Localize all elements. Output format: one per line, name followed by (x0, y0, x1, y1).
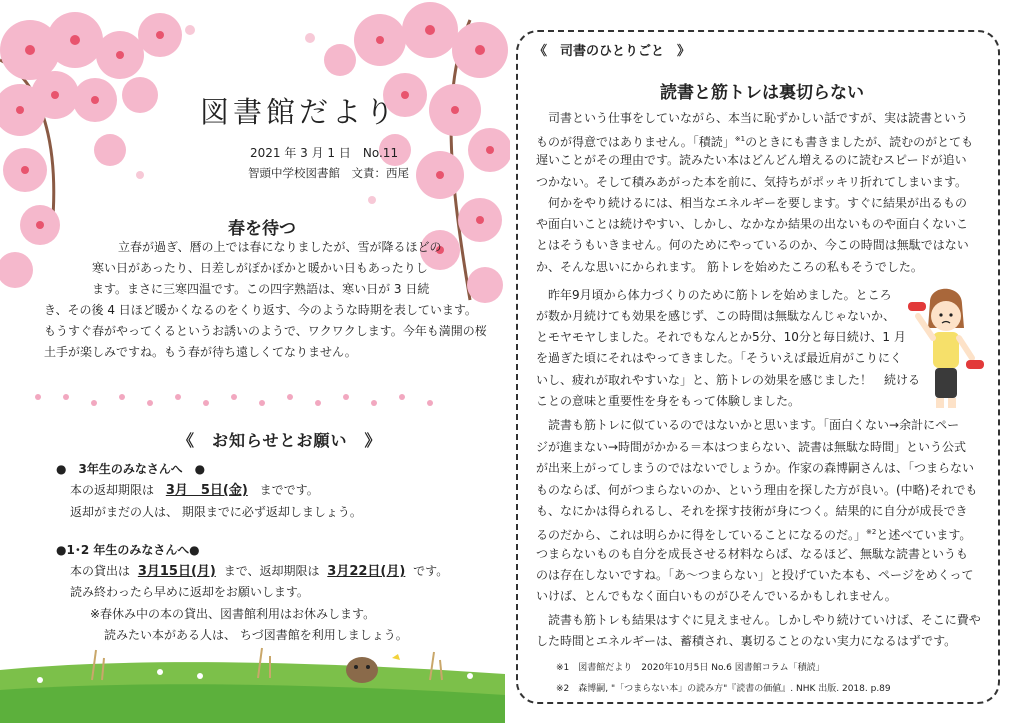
column-line-8: か、そんな思いにかられます。 筋トレを始めたころの私もそうでした。 (536, 260, 923, 274)
grass-illustration (0, 640, 505, 723)
grade3-line-1: 本の返却期限は 3月 5日(金) までです。 (70, 483, 319, 498)
column-line-14: ことの意味と重要性を身をもって体験しました。 (536, 394, 801, 408)
newsletter-title: 図書館だより (200, 95, 399, 129)
column-line-6: や面白いことは続けやすい、しかし、なかなか結果の出ないものや面白くないこ (536, 217, 969, 231)
footnote-2: ※2 森博嗣, "「つまらない本」の読み方"『読書の価値』. NHK 出版. 2018. p.89 (556, 684, 891, 694)
column-line-7: とはそうもいきません。何のためにやっているのか、今この時間は無駄ではない (536, 238, 969, 252)
notice-heading: 《 お知らせとお願い 》 (178, 431, 382, 450)
grade12-due-date: 3月22日(月) (327, 564, 406, 579)
column-line-1: 司書という仕事をしていながら、本当に恥ずかしい話ですが、実は読書という (536, 111, 969, 125)
grade12-line-1: 本の貸出は 3月15日(月) まで、返却期限は 3月22日(月) です。 (70, 564, 449, 579)
byline: 智頭中学校図書館 文責：西尾 (248, 166, 409, 180)
column-line-21: つまらないものも自分を成長させる材料ならば、なるほど、無駄な読書というも (536, 547, 969, 561)
column-line-22: のは存在しないですね。「あ～つまらない」と投げていた本も、ページをめくって (536, 568, 974, 582)
column-line-3: 遅いことがその理由です。読みたい本はどんどん増えるのに読むスピードが追い (536, 153, 967, 167)
column-line-4: つかない。そして積みあがった本を前に、気持ちがポッキリ折れてしまいます。 (536, 175, 968, 189)
grade12-lending-date: 3月15日(月) (137, 564, 216, 579)
grade12-heading: ●1･2 年生のみなさんへ● (56, 543, 200, 557)
column-line-9: 昨年9月頃から体力づくりのために筋トレを始めました。ところ (536, 288, 892, 302)
spring-line-2: 寒い日があったり、日差しがぽかぽかと暖かい日もあったりし (92, 261, 428, 275)
column-line-23: いけば、とんでもなく面白いものがひそんでいるかもしれません。 (536, 589, 897, 603)
footnote-1: ※1 図書館だより 2020年10月5日 No.6 図書館コラム「積読」 (556, 663, 825, 673)
dumbbell-woman-illustration (900, 282, 992, 412)
petal-divider (35, 394, 435, 408)
column-line-25: した時間とエネルギーは、蓄積され、裏切ることのない実力になるはずです。 (536, 634, 957, 648)
spring-heading: 春を待つ (228, 219, 296, 239)
column-line-10: が数か月続けても効果を感じず、この時間は無駄なんじゃないか、 (536, 309, 896, 323)
grade3-due-date: 3月 5日(金) (165, 483, 248, 498)
column-line-20: るのだから、これは明らかに得をしていることになるのだ。」$^{※2}$と述べています。 (536, 528, 972, 542)
grade3-line-2: 返却がまだの人は、 期限までに必ず返却しましょう。 (70, 505, 362, 519)
column-line-24: 読書も筋トレも結果はすぐに見えません。しかしやり続けていけば、そこに費や (536, 613, 981, 627)
column-line-19: も、なにかは得られるし、それを探す技術が身につく。結果的に自分が成長でき (536, 504, 968, 518)
column-line-15: 読書も筋トレに似ているのではないかと思います。「面白くない→余計にペー (536, 418, 960, 432)
grade12-line-3: ※春休み中の本の貸出、図書館利用はお休みします。 (90, 607, 376, 621)
column-line-5: 何かをやり続けるには、相当なエネルギーを要します。すぐに結果が出るもの (536, 196, 968, 210)
spring-line-5: もうすぐ春がやってくるというお誘いのようで、ワクワクします。今年も満開の桜 (44, 324, 487, 338)
spring-line-4: き、その後 4 日ほど暖かくなるのをくり返す、今のような時期を表しています。 (44, 303, 477, 317)
column-line-17: が出来上がってしまうのではないでしょうか。作家の森博嗣さんは、「つまらない (536, 461, 975, 475)
spring-line-3: ます。まさに三寒四温です。この四字熟語は、寒い日が 3 日続 (92, 282, 430, 296)
column-line-11: とモヤモヤしました。それでもなんとか5分、10分と毎日続け、1 月 (536, 330, 906, 344)
grade12-line-4: 読みたい本がある人は、 ちづ図書館を利用しましょう。 (104, 628, 408, 642)
footnote-ref-2: ※2 (866, 528, 877, 536)
column-line-12: を過ぎた頃にそれはやってきました。「そういえば最近肩がこりにく (536, 351, 903, 365)
spring-line-1: 立春が過ぎ、暦の上では春になりましたが、雪が降るほどの (118, 240, 442, 254)
column-line-13: いし、疲れが取れやすいな」と、筋トレの効果を感じました！ 続ける (536, 373, 921, 387)
spring-line-6: 土手が楽しみですね。もう春が待ち遠しくてなりません。 (44, 345, 357, 359)
column-line-2: ものが得意ではありません。「積読」$^{※1}$のときにも書きましたが、読むのがとても (536, 135, 974, 149)
footnote-ref-1: ※1 (734, 135, 746, 143)
grade3-heading: ● 3年生のみなさんへ ● (56, 462, 206, 476)
issue-date: 2021 年 3 月 1 日 No.11 (250, 146, 399, 160)
column-line-16: ジが進まない→時間がかかる＝本はつまらない、読書は無駄な時間」という公式 (536, 440, 967, 454)
column-line-18: ものならば、何がつまらないのか、という理由を探した方が良い。(中略)それでも (536, 483, 978, 497)
column-title: 読書と筋トレは裏切らない (660, 83, 864, 103)
column-heading: 《 司書のひとりごと 》 (534, 44, 691, 59)
grade12-line-2: 読み終わったら早めに返却をお願いします。 (70, 585, 309, 599)
